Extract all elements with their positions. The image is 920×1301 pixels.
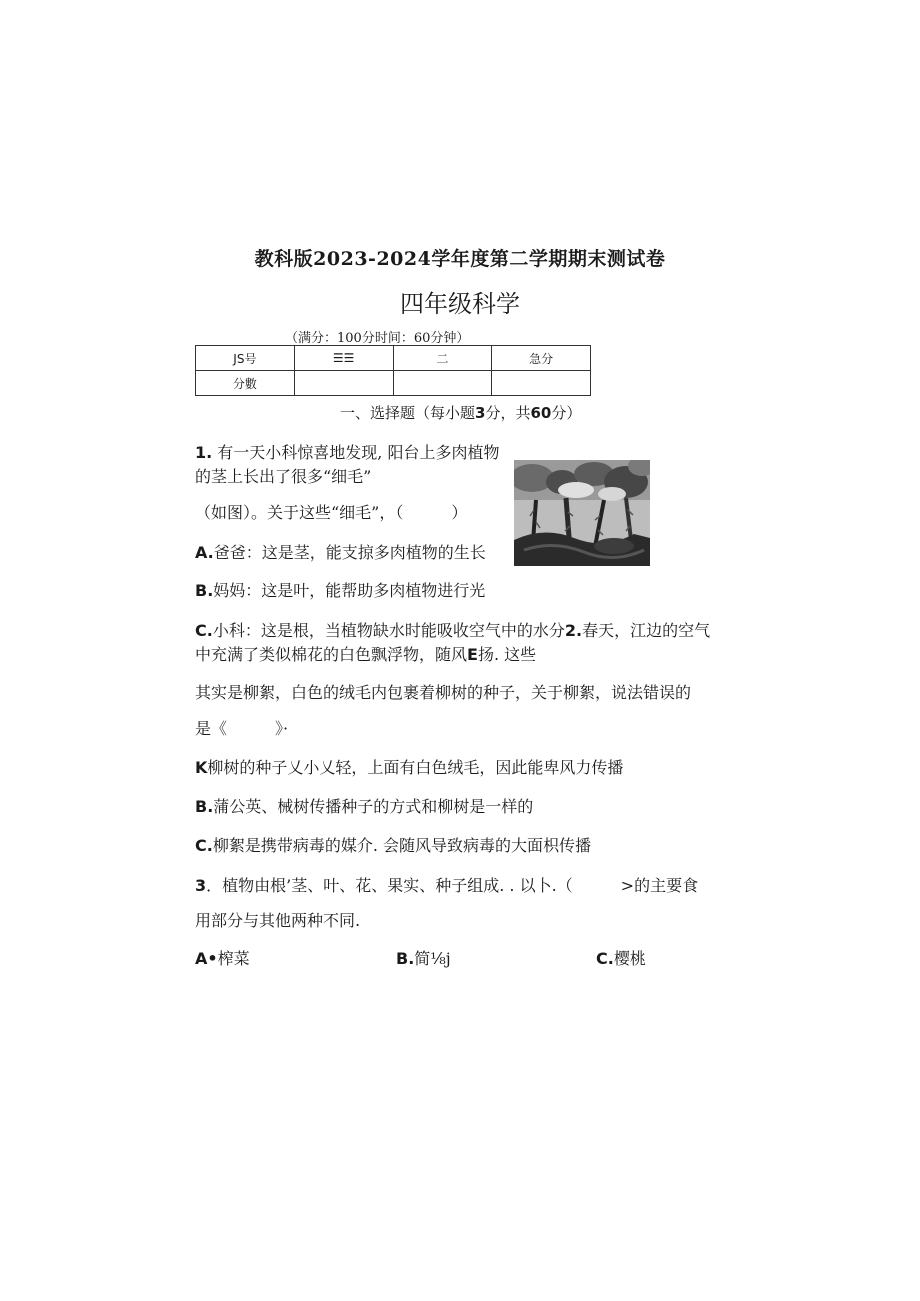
score-table-header-row (196, 346, 591, 371)
subject-title: 四年级科学 (400, 290, 520, 318)
score-cell (492, 371, 591, 396)
q1-option-b: B.妈妈：这是叶，能帮助多肉植物进行光 (195, 581, 486, 600)
score-header-cell: 急分 (492, 346, 591, 371)
score-table (195, 345, 591, 396)
q2-option-a: K柳树的种子乂小乂轻，上面有白色绒毛，因此能卑风力传播 (195, 758, 624, 777)
q1-line3: （如图）。关于这些“细毛”，（ ） (195, 503, 468, 522)
succulent-image (514, 460, 650, 566)
q2-option-c: C.柳絮是携带病毒的媒介. 会随风导致病毒的大面枳传播 (195, 836, 592, 855)
score-header-cell: ☰☰ (294, 346, 393, 371)
q1-option-c: C.小科：这是根，当植物缺水时能吸收空气中的水分2.春天，江边的空气 (195, 621, 711, 640)
score-header-cell: JS号 (196, 346, 295, 371)
exam-title: 教科版2023-2024学年度第二学期期末测试卷 (254, 248, 666, 270)
q3-line2: 用部分与其他两种不同. (195, 911, 361, 930)
q2-line4: 是《 》· (195, 719, 289, 738)
q2-line2: 中充满了类似棉花的白色飘浮物，随风E扬. 这些 (195, 645, 537, 664)
exam-info: （满分：100分时间：60分钟） (285, 331, 470, 346)
q1-line1: 1. 有一天小科惊喜地发现, 阳台上多肉植物 (195, 443, 500, 462)
succulent-photo (514, 460, 650, 566)
score-cell (393, 371, 492, 396)
score-header-cell: 二 (393, 346, 492, 371)
score-row-label: 分數 (196, 371, 295, 396)
q3-option-b: B.简⅛j (396, 949, 451, 968)
score-table-score-row (196, 371, 591, 396)
q1-option-a: A.爸爸：这是茎，能支掠多肉植物的生长 (195, 543, 486, 562)
q2-line3: 其实是柳絮，白色的绒毛内包裹着柳树的种子，关于柳絮，说法错误的 (195, 683, 692, 702)
q1-line2: 的茎上长出了很多“细毛” (195, 467, 372, 486)
section-heading: 一、选择题（每小题3分，共60分） (340, 404, 582, 422)
q2-option-b: B.蒲公英、械树传播种子的方式和柳树是一样的 (195, 797, 534, 816)
score-cell (294, 371, 393, 396)
q3-option-a: A•榨菜 (195, 949, 250, 968)
q3-option-c: C.樱桃 (596, 949, 646, 968)
q3-line1: 3．植物由根’茎、叶、花、果实、种子组成. . 以卜.（ >的主要食 (195, 876, 699, 895)
